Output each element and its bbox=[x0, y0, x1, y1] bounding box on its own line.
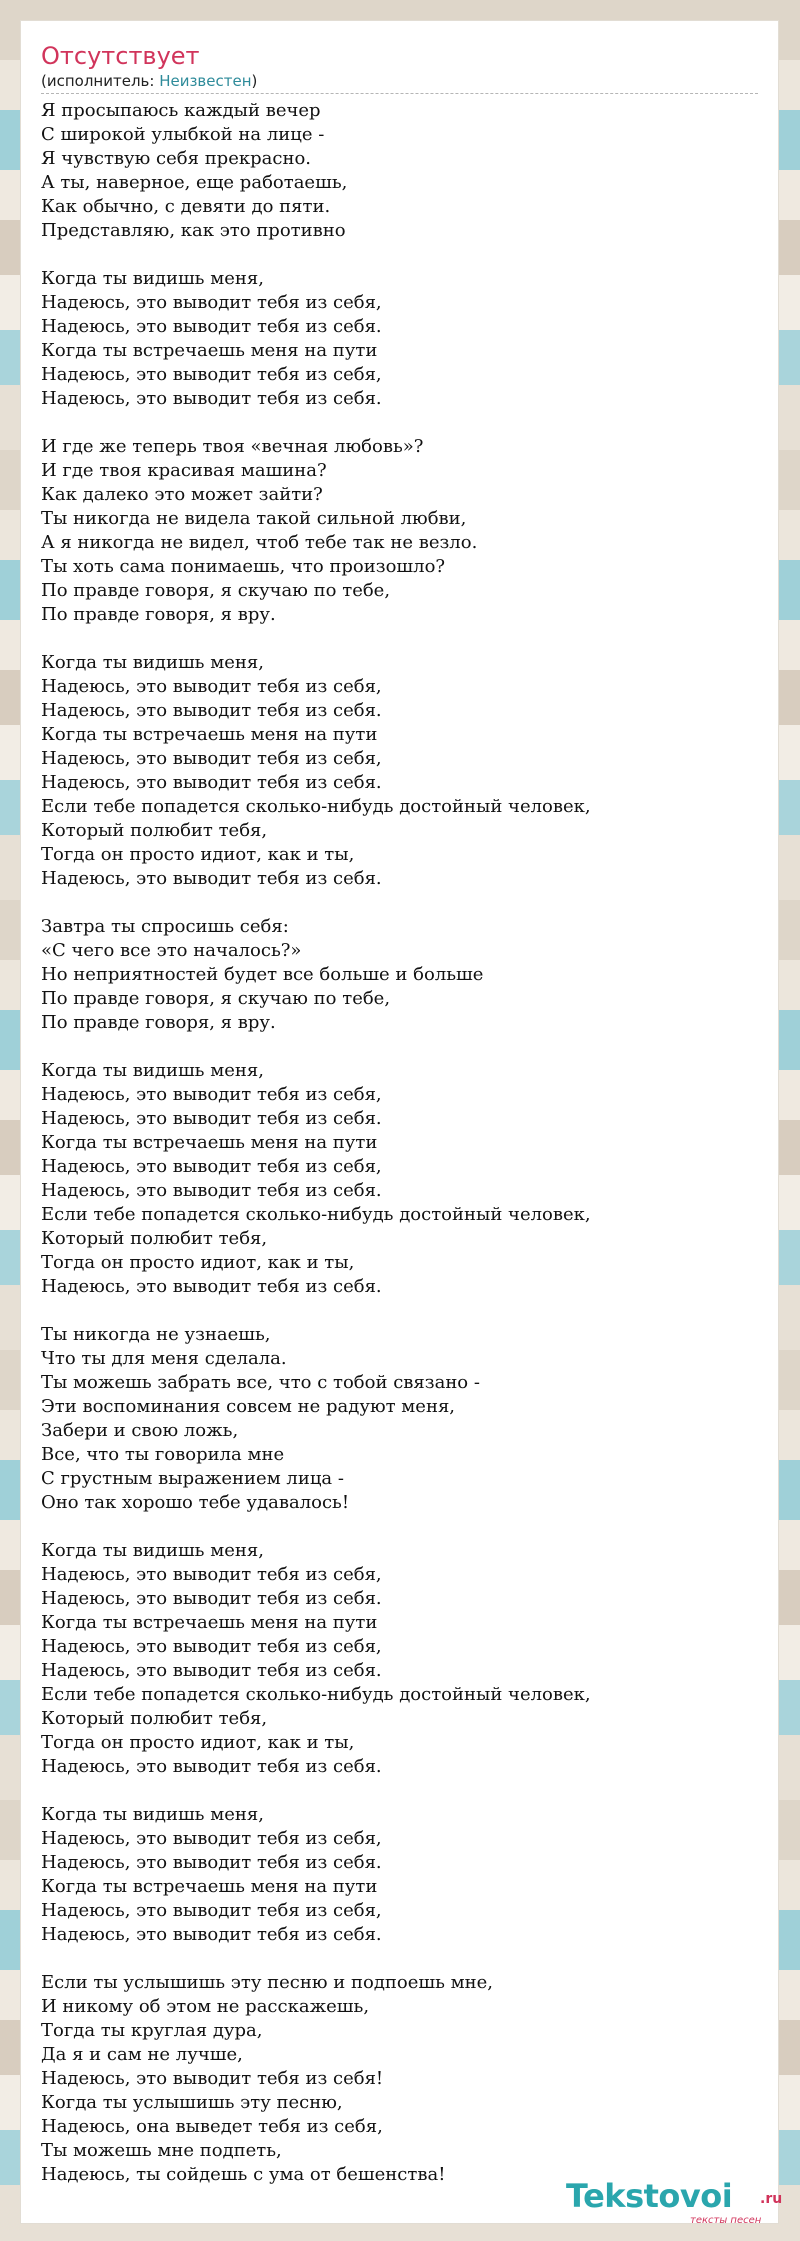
lyric-line: Надеюсь, это выводит тебя из себя, bbox=[41, 1084, 382, 1105]
lyric-line: Тогда он просто идиот, как и ты, bbox=[41, 1252, 355, 1273]
lyric-line: Когда ты видишь меня, bbox=[41, 1060, 264, 1081]
lyric-stanza bbox=[41, 1323, 758, 1515]
lyric-line: Когда ты видишь меня, bbox=[41, 1804, 264, 1825]
artist-suffix: ) bbox=[251, 72, 258, 90]
lyric-line: Когда ты встречаешь меня на пути bbox=[41, 1876, 378, 1897]
lyric-line: А ты, наверное, еще работаешь, bbox=[41, 172, 348, 193]
lyric-line: Надеюсь, это выводит тебя из себя, bbox=[41, 676, 382, 697]
logo-wordmark: Tekstovoi bbox=[566, 2177, 733, 2215]
lyric-stanza bbox=[41, 1539, 758, 1779]
lyric-line: Надеюсь, это выводит тебя из себя, bbox=[41, 1636, 382, 1657]
lyric-line: Завтра ты спросишь себя: bbox=[41, 916, 289, 937]
lyric-stanza bbox=[41, 1803, 758, 1947]
lyric-line: Что ты для меня сделала. bbox=[41, 1348, 287, 1369]
lyric-line: Когда ты встречаешь меня на пути bbox=[41, 1612, 378, 1633]
lyric-line: Если тебе попадется сколько-нибудь достойный человек, bbox=[41, 796, 591, 817]
lyric-line: Когда ты видишь меня, bbox=[41, 652, 264, 673]
lyric-line: Когда ты встречаешь меня на пути bbox=[41, 340, 378, 361]
lyric-line: Все, что ты говорила мне bbox=[41, 1444, 285, 1465]
lyric-line: И где же теперь твоя «вечная любовь»? bbox=[41, 436, 424, 457]
lyric-line: Но неприятностей будет все больше и больше bbox=[41, 964, 484, 985]
lyric-line: С грустным выражением лица - bbox=[41, 1468, 344, 1489]
lyric-line: Надеюсь, она выведет тебя из себя, bbox=[41, 2116, 383, 2137]
lyric-line: Надеюсь, это выводит тебя из себя, bbox=[41, 364, 382, 385]
lyric-line: Надеюсь, это выводит тебя из себя, bbox=[41, 1828, 382, 1849]
lyric-line: Надеюсь, это выводит тебя из себя. bbox=[41, 1108, 382, 1129]
lyric-line: По правде говоря, я скучаю по тебе, bbox=[41, 988, 391, 1009]
lyric-line: «С чего все это началось?» bbox=[41, 940, 302, 961]
lyric-line: Надеюсь, это выводит тебя из себя. bbox=[41, 868, 382, 889]
lyric-line: Если тебе попадется сколько-нибудь достойный человек, bbox=[41, 1204, 591, 1225]
lyric-line: Когда ты видишь меня, bbox=[41, 268, 264, 289]
lyric-stanza bbox=[41, 1059, 758, 1299]
artist-prefix: (исполнитель: bbox=[41, 72, 160, 90]
artist-link[interactable]: Неизвестен bbox=[159, 72, 252, 90]
lyric-line: Представляю, как это противно bbox=[41, 220, 346, 241]
lyric-line: Если тебе попадется сколько-нибудь достойный человек, bbox=[41, 1684, 591, 1705]
lyric-line: И никому об этом не расскажешь, bbox=[41, 1996, 370, 2017]
lyric-line: Когда ты встречаешь меня на пути bbox=[41, 724, 378, 745]
lyric-line: Как обычно, с девяти до пяти. bbox=[41, 196, 331, 217]
lyric-line: Надеюсь, это выводит тебя из себя. bbox=[41, 1180, 382, 1201]
lyric-line: Когда ты услышишь эту песню, bbox=[41, 2092, 343, 2113]
lyric-line: Который полюбит тебя, bbox=[41, 820, 268, 841]
lyric-line: Надеюсь, это выводит тебя из себя, bbox=[41, 1564, 382, 1585]
lyric-stanza bbox=[41, 651, 758, 891]
lyric-line: Тогда он просто идиот, как и ты, bbox=[41, 844, 355, 865]
lyric-line: Я чувствую себя прекрасно. bbox=[41, 148, 311, 169]
lyric-line: По правде говоря, я вру. bbox=[41, 604, 276, 625]
logo-tagline: тексты песен bbox=[690, 2215, 762, 2226]
lyric-line: Надеюсь, ты сойдешь с ума от бешенства! bbox=[41, 2164, 446, 2185]
lyric-line: Надеюсь, это выводит тебя из себя, bbox=[41, 748, 382, 769]
lyric-line: Ты хоть сама понимаешь, что произошло? bbox=[41, 556, 446, 577]
lyric-line: Надеюсь, это выводит тебя из себя. bbox=[41, 1924, 382, 1945]
lyric-line: Когда ты встречаешь меня на пути bbox=[41, 1132, 378, 1153]
song-title: Отсутствует bbox=[41, 42, 200, 70]
lyrics-body bbox=[41, 99, 758, 2211]
lyric-line: Ты можешь мне подпеть, bbox=[41, 2140, 282, 2161]
lyric-stanza bbox=[41, 1971, 758, 2187]
lyric-line: Надеюсь, это выводит тебя из себя. bbox=[41, 316, 382, 337]
lyrics-card bbox=[21, 21, 783, 2226]
lyric-line: Надеюсь, это выводит тебя из себя. bbox=[41, 772, 382, 793]
lyric-line: Надеюсь, это выводит тебя из себя. bbox=[41, 1756, 382, 1777]
lyric-line: Ты можешь забрать все, что с тобой связано - bbox=[41, 1372, 480, 1393]
lyric-stanza bbox=[41, 99, 758, 243]
lyric-line: Ты никогда не видела такой сильной любви, bbox=[41, 508, 467, 529]
lyric-line: Надеюсь, это выводит тебя из себя, bbox=[41, 1156, 382, 1177]
lyric-line: С широкой улыбкой на лице - bbox=[41, 124, 325, 145]
lyric-line: Надеюсь, это выводит тебя из себя! bbox=[41, 2068, 384, 2089]
lyric-line: Оно так хорошо тебе удавалось! bbox=[41, 1492, 350, 1513]
lyric-line: Когда ты видишь меня, bbox=[41, 1540, 264, 1561]
site-logo[interactable] bbox=[566, 2176, 783, 2236]
lyric-stanza bbox=[41, 435, 758, 627]
lyric-line: А я никогда не видел, чтоб тебе так не везло. bbox=[41, 532, 478, 553]
lyric-line: Тогда он просто идиот, как и ты, bbox=[41, 1732, 355, 1753]
lyric-line: Эти воспоминания совсем не радуют меня, bbox=[41, 1396, 456, 1417]
lyric-line: Если ты услышишь эту песню и подпоешь мне, bbox=[41, 1972, 494, 1993]
lyric-line: Ты никогда не узнаешь, bbox=[41, 1324, 271, 1345]
lyric-line: Надеюсь, это выводит тебя из себя. bbox=[41, 388, 382, 409]
lyric-line: И где твоя красивая машина? bbox=[41, 460, 327, 481]
lyric-line: По правде говоря, я скучаю по тебе, bbox=[41, 580, 391, 601]
lyric-stanza bbox=[41, 267, 758, 411]
lyric-line: Забери и свою ложь, bbox=[41, 1420, 239, 1441]
lyric-line: Тогда ты круглая дура, bbox=[41, 2020, 263, 2041]
lyric-line: Надеюсь, это выводит тебя из себя. bbox=[41, 1852, 382, 1873]
lyric-line: Надеюсь, это выводит тебя из себя. bbox=[41, 700, 382, 721]
artist-line bbox=[41, 71, 758, 94]
song-header bbox=[41, 41, 758, 94]
lyric-line: Надеюсь, это выводит тебя из себя. bbox=[41, 1588, 382, 1609]
lyric-line: Как далеко это может зайти? bbox=[41, 484, 323, 505]
lyric-line: Я просыпаюсь каждый вечер bbox=[41, 100, 321, 121]
lyric-line: Надеюсь, это выводит тебя из себя. bbox=[41, 1276, 382, 1297]
lyric-line: По правде говоря, я вру. bbox=[41, 1012, 276, 1033]
lyric-line: Да я и сам не лучше, bbox=[41, 2044, 243, 2065]
logo-domain: .ru bbox=[760, 2191, 783, 2207]
lyric-line: Надеюсь, это выводит тебя из себя, bbox=[41, 1900, 382, 1921]
lyric-line: Надеюсь, это выводит тебя из себя. bbox=[41, 1660, 382, 1681]
lyric-stanza bbox=[41, 915, 758, 1035]
lyric-line: Который полюбит тебя, bbox=[41, 1228, 268, 1249]
lyric-line: Надеюсь, это выводит тебя из себя, bbox=[41, 292, 382, 313]
lyric-line: Который полюбит тебя, bbox=[41, 1708, 268, 1729]
